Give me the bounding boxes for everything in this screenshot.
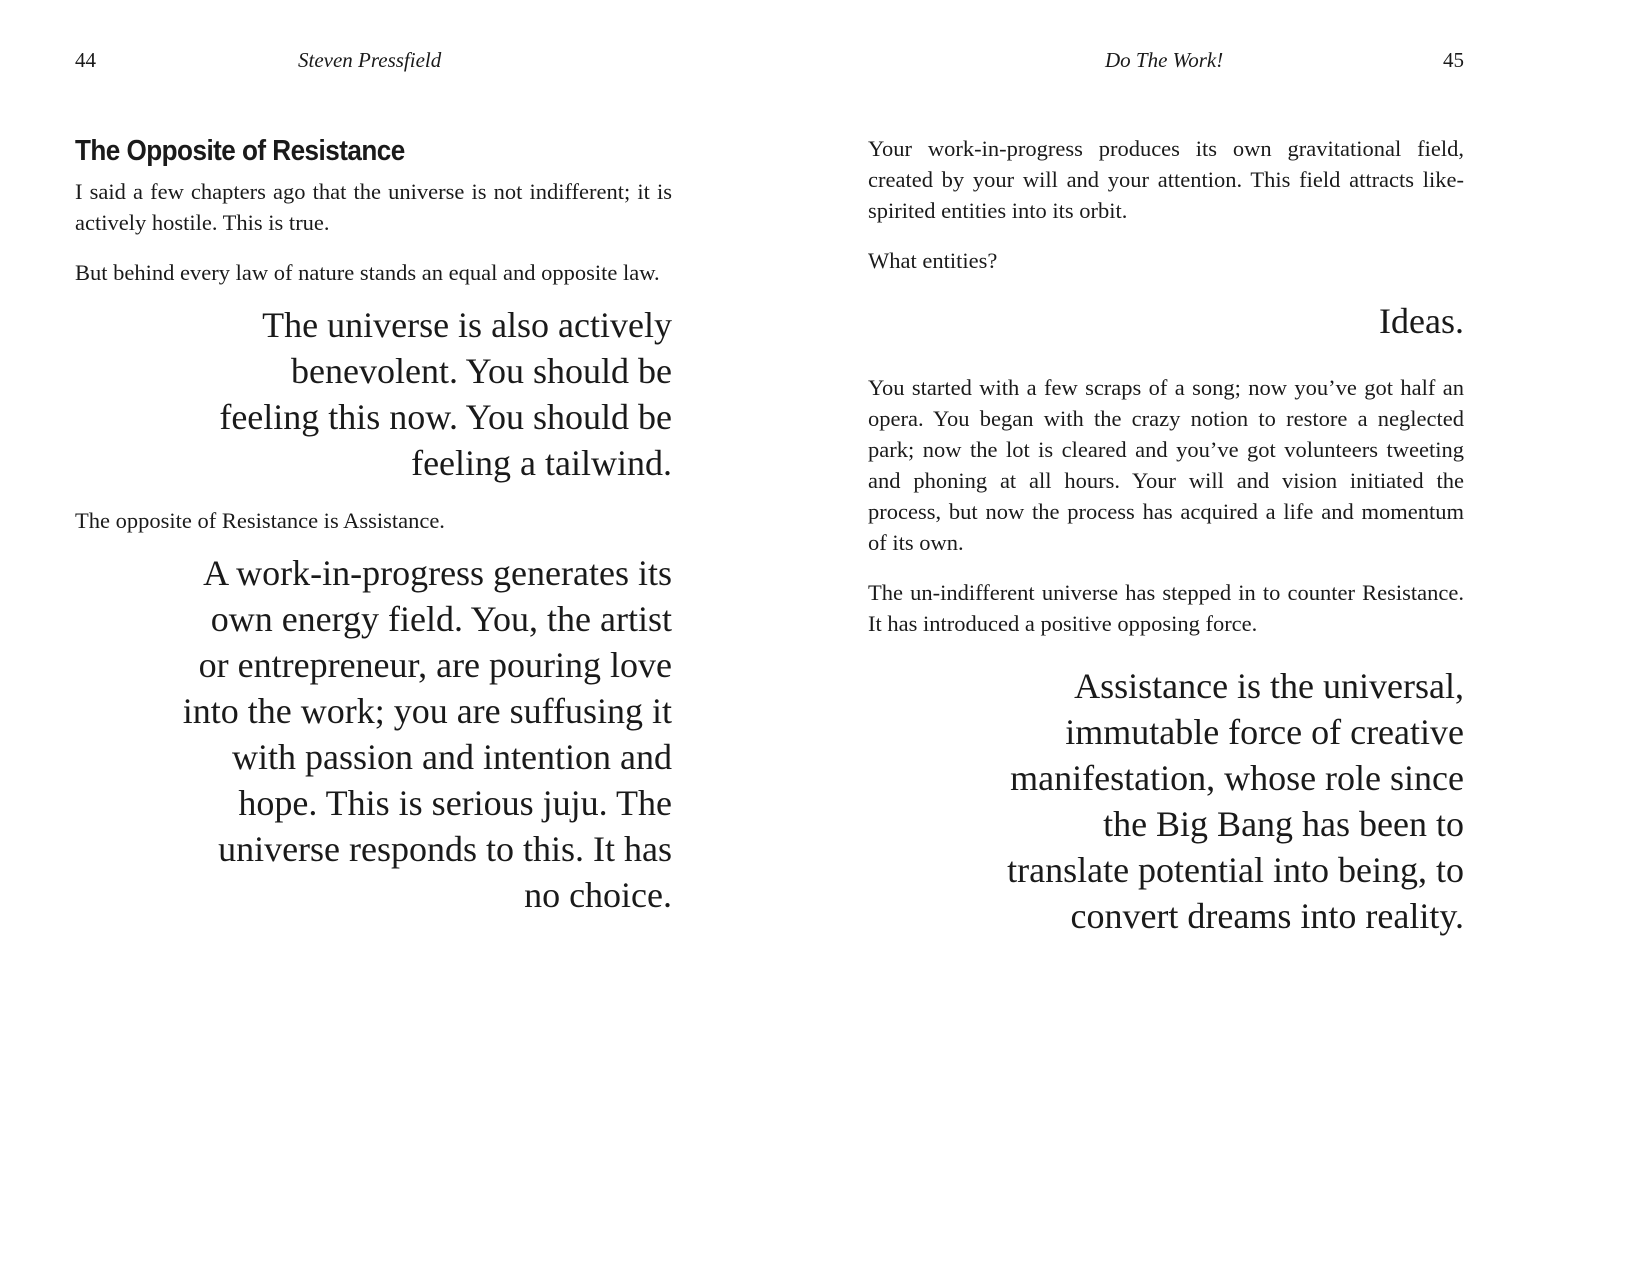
right-paragraph-2: What entities? [868, 248, 998, 273]
left-running-head: Steven Pressfield [298, 48, 442, 72]
right-page-number: 45 [1443, 48, 1464, 72]
right-page [868, 0, 1464, 1275]
left-content [75, 132, 672, 937]
right-paragraph-3: You started with a few scraps of a song; now you’ve got half an opera. You began with the crazy notion to restore a neglected park; now the lot is cleared and you’ve got volunteers tweeting and phoning at all hours. Your will and vision initiated the process, but now the process has acquired a life and momentum of its own. [868, 375, 1464, 555]
left-pull-quote-1: The universe is also actively benevolent. You should be feeling this now. You should be feeling a tailwind. [219, 305, 672, 483]
right-pull-quote-2: Assistance is the universal, immutable force of creative manifestation, whose role since the Big Bang has been to translate potential into being, to convert dreams into reality. [1007, 666, 1464, 936]
right-pull-quote-1: Ideas. [1379, 301, 1464, 341]
left-page [75, 0, 672, 1275]
chapter-title: The Opposite of Resistance [75, 135, 405, 167]
left-paragraph-3: The opposite of Resistance is Assistance. [75, 508, 445, 533]
right-content [868, 133, 1464, 958]
right-paragraph-4: The un-indifferent universe has stepped in to counter Resistance. It has introduced a positive opposing force. [868, 580, 1464, 636]
left-pull-quote-2: A work-in-progress generates its own energy field. You, the artist or entrepreneur, are pouring love into the work; you are suffusing it with passion and intention and hope. This is serious juju. The universe responds to this. It has no choice. [182, 553, 672, 915]
right-paragraph-1: Your work-in-progress produces its own gravitational field, created by your will and your attention. This field attracts like-spirited entities into its orbit. [868, 136, 1464, 223]
left-page-number: 44 [75, 48, 96, 72]
left-paragraph-1: I said a few chapters ago that the universe is not indifferent; it is actively hostile. This is true. [75, 179, 672, 235]
left-paragraph-2: But behind every law of nature stands an equal and opposite law. [75, 260, 660, 285]
right-running-head: Do The Work! [1105, 48, 1224, 72]
